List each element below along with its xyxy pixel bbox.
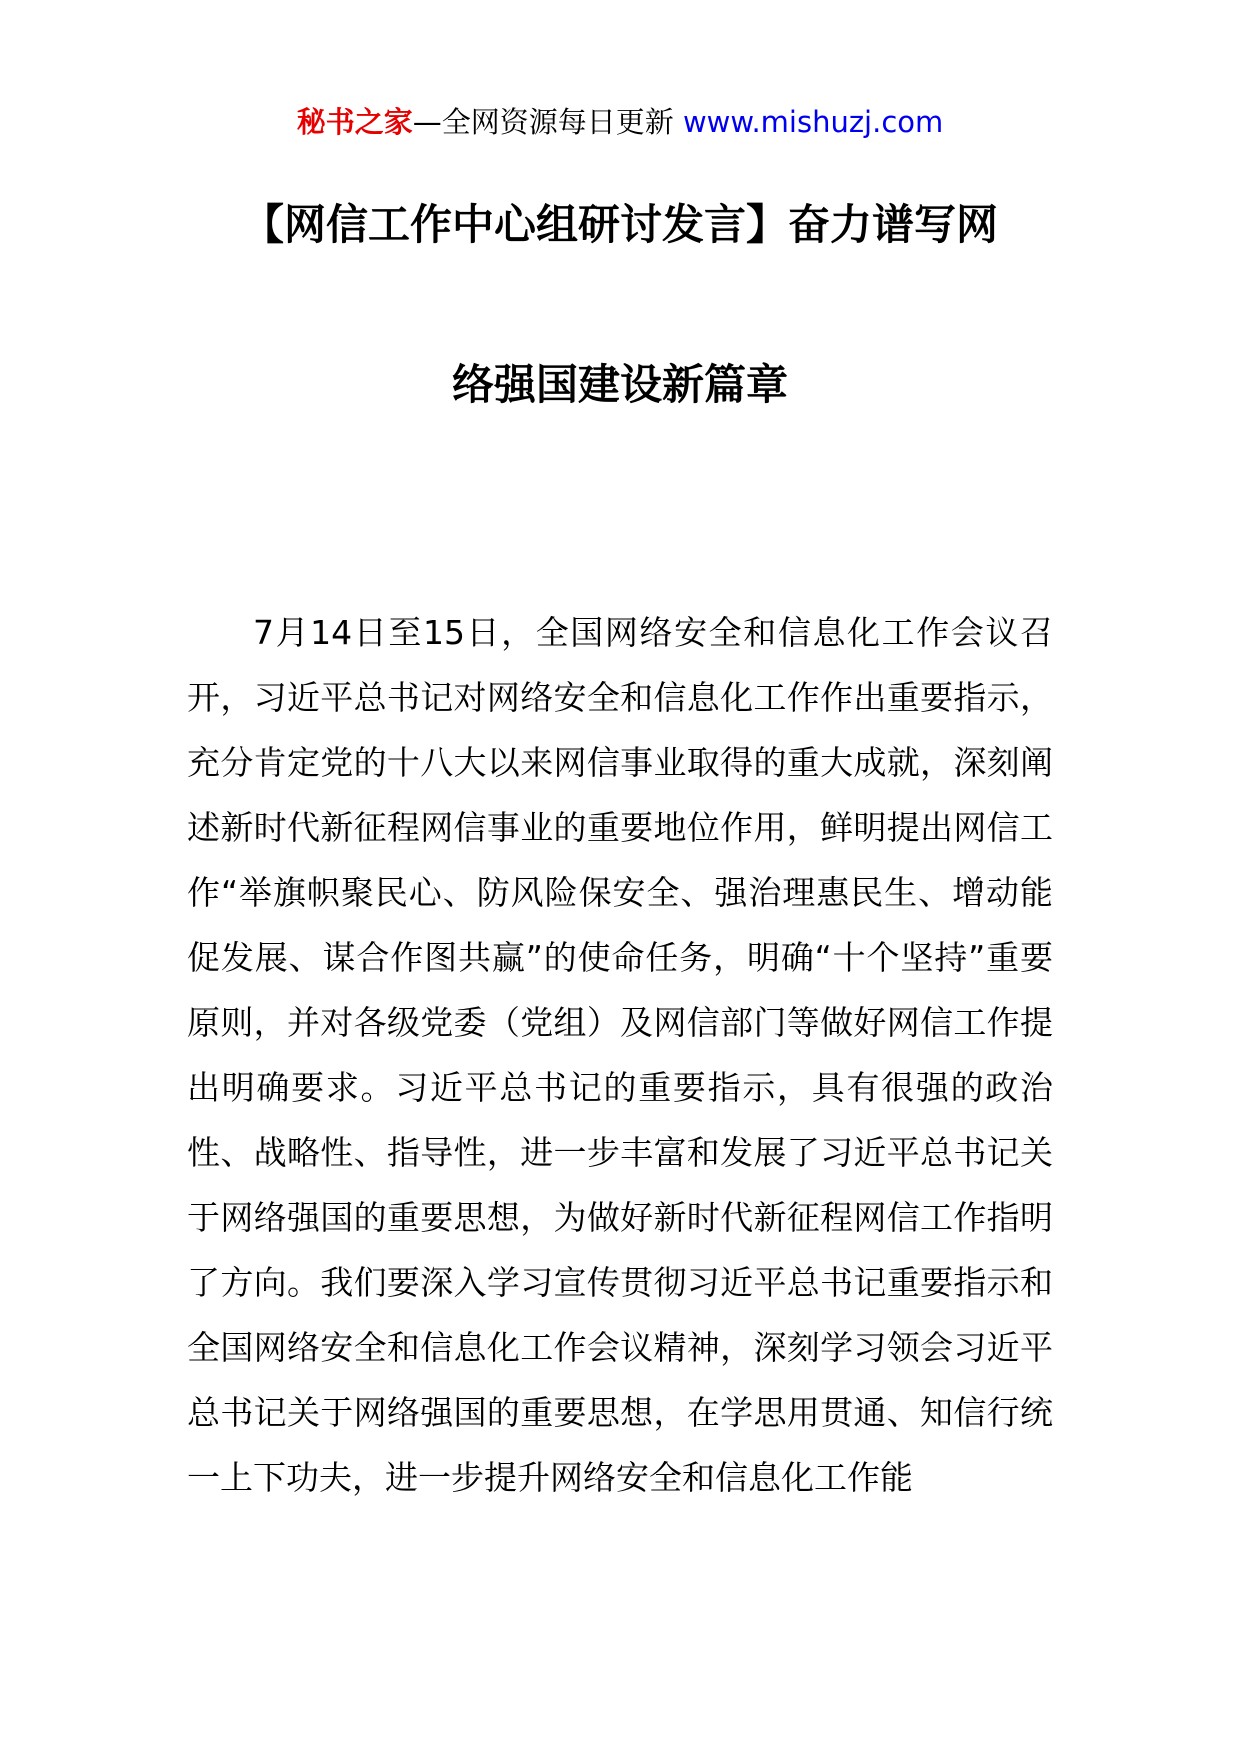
site-url-link[interactable]: www.mishuzj.com <box>682 105 944 139</box>
body-paragraph: 7月14日至15日，全国网络安全和信息化工作会议召开，习近平总书记对网络安全和信息化工作作出重要指示，充分肯定党的十八大以来网信事业取得的重大成就，深刻阐述新时代新征程网信事业的重要地位作用，鲜明提出网信工作“举旗帜聚民心、防风险保安全、强治理惠民生、增动能促发展、谋合作图共赢”的使命任务，明确“十个坚持”重要原则，并对各级党委（党组）及网信部门等做好网信工作提出明确要求。习近平总书记的重要指示，具有很强的政治性、战略性、指导性，进一步丰富和发展了习近平总书记关于网络强国的重要思想，为做好新时代新征程网信工作指明了方向。我们要深入学习宣传贯彻习近平总书记重要指示和全国网络安全和信息化工作会议精神，深刻学习领会习近平总书记关于网络强国的重要思想，在学思用贯通、知信行统一上下功夫，进一步提升网络安全和信息化工作能 <box>187 613 1053 1497</box>
site-header <box>0 102 1240 142</box>
brand-name: 秘书之家 <box>296 105 413 139</box>
document-title-line-2: 络强国建设新篇章 <box>451 360 788 409</box>
document-title-line-1: 【网信工作中心组研讨发言】奋力谱写网 <box>241 200 998 249</box>
header-tagline: —全网资源每日更新 <box>412 105 683 139</box>
